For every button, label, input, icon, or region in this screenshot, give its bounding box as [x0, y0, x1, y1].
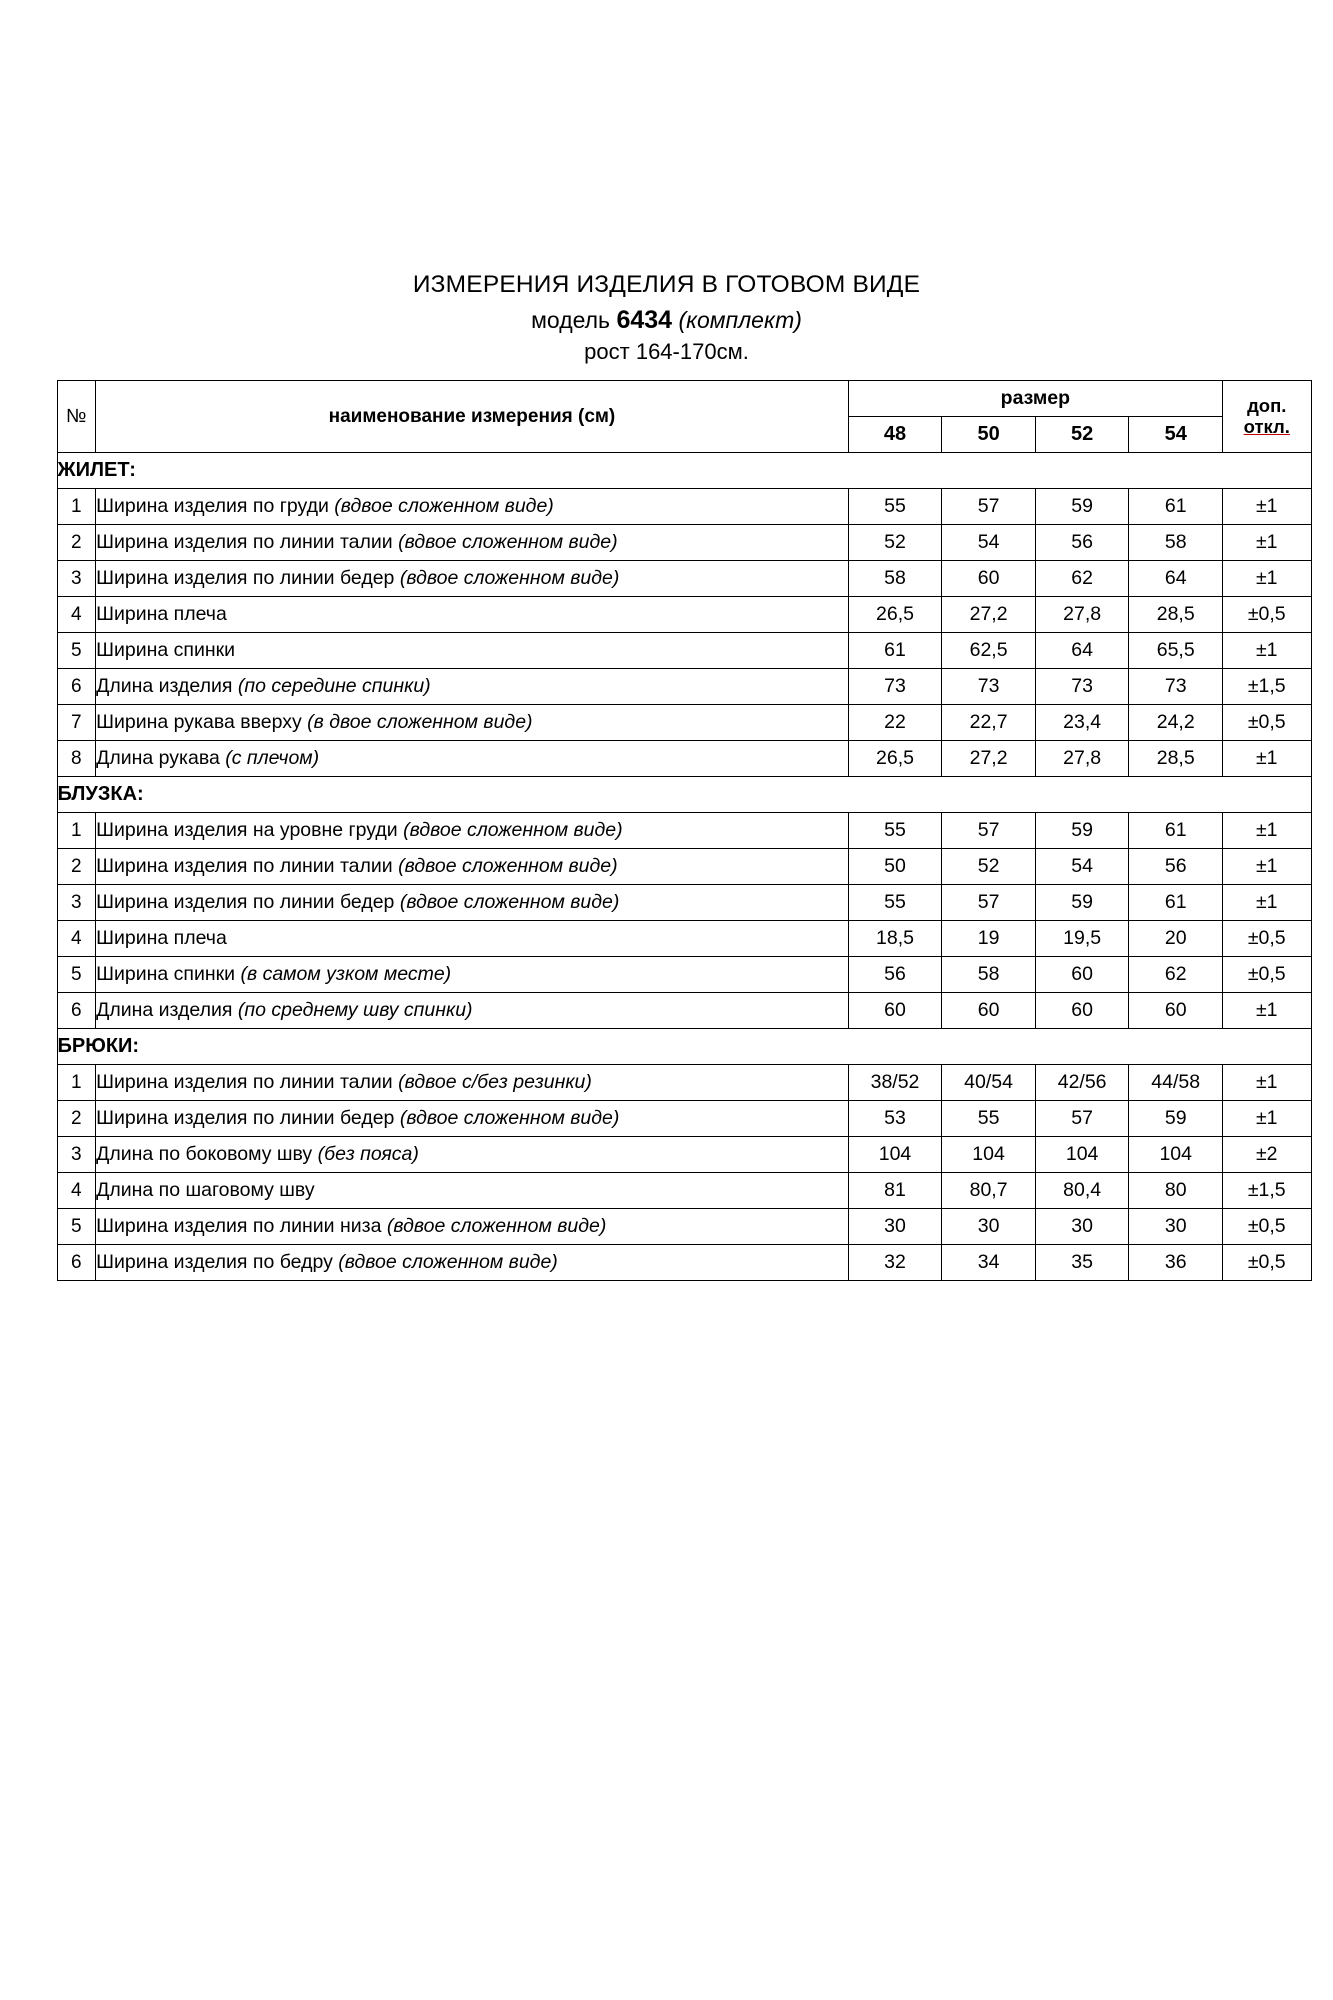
value-size-52: 19,5: [1035, 921, 1129, 957]
value-size-48: 60: [848, 993, 942, 1029]
measurement-name: [96, 1137, 849, 1173]
deviation-text: ±1,5: [1247, 675, 1286, 698]
value-size-50: 27,2: [942, 741, 1036, 777]
measurement-name: [96, 849, 849, 885]
deviation-text: ±1: [1255, 855, 1278, 878]
value-size-50: 57: [942, 885, 1036, 921]
measurement-name-main: Ширина изделия по линии бедер: [96, 567, 400, 590]
section-header-row: [57, 1029, 1311, 1065]
measurement-name: [96, 957, 849, 993]
value-size-52: 56: [1035, 525, 1129, 561]
value-size-48: 55: [848, 885, 942, 921]
measurement-name-note: (вдвое сложенном виде): [386, 1215, 607, 1238]
measurement-name: [96, 1209, 849, 1245]
row-number: 3: [57, 885, 96, 921]
measurement-name-note: (по среднему шву спинки): [237, 999, 473, 1022]
deviation-text: ±0,5: [1247, 963, 1286, 986]
section-header-row: [57, 453, 1311, 489]
measurement-name: [96, 525, 849, 561]
value-size-50: 104: [942, 1137, 1036, 1173]
value-size-48: 55: [848, 813, 942, 849]
value-size-50: 60: [942, 993, 1036, 1029]
row-number: 6: [57, 993, 96, 1029]
value-size-54: 61: [1129, 813, 1223, 849]
measurement-name: [96, 489, 849, 525]
row-number: 8: [57, 741, 96, 777]
deviation-value: [1223, 1101, 1312, 1137]
header-number: №: [57, 381, 96, 453]
value-size-50: 40/54: [942, 1065, 1036, 1101]
value-size-48: 52: [848, 525, 942, 561]
table-row: [57, 597, 1311, 633]
table-row: [57, 633, 1311, 669]
row-number: 1: [57, 489, 96, 525]
row-number: 4: [57, 1173, 96, 1209]
table-row: [57, 669, 1311, 705]
deviation-text: ±1: [1255, 891, 1278, 914]
header-deviation: [1223, 381, 1312, 453]
value-size-54: 28,5: [1129, 597, 1223, 633]
deviation-text: ±1: [1255, 531, 1278, 554]
height-range: рост 164-170см.: [584, 339, 749, 365]
value-size-54: 28,5: [1129, 741, 1223, 777]
measurement-name-main: Ширина изделия на уровне груди: [96, 819, 404, 842]
header-deviation-line2: откл.: [1243, 415, 1290, 437]
deviation-value: [1223, 885, 1312, 921]
measurements-table-wrapper: [27, 380, 1307, 1281]
value-size-48: 73: [848, 669, 942, 705]
measurement-name: [96, 669, 849, 705]
deviation-value: [1223, 561, 1312, 597]
measurement-name-note: (вдвое сложенном виде): [399, 567, 620, 590]
value-size-50: 55: [942, 1101, 1036, 1137]
measurement-name-main: Ширина изделия по линии низа: [96, 1215, 387, 1238]
deviation-text: ±1,5: [1247, 1179, 1286, 1202]
measurement-name: [96, 597, 849, 633]
page-title: ИЗМЕРЕНИЯ ИЗДЕЛИЯ В ГОТОВОМ ВИДЕ: [412, 271, 921, 298]
header-size-54: 54: [1129, 417, 1223, 453]
deviation-text: ±0,5: [1247, 603, 1286, 626]
value-size-52: 62: [1035, 561, 1129, 597]
value-size-52: 27,8: [1035, 597, 1129, 633]
row-number: 5: [57, 1209, 96, 1245]
deviation-value: [1223, 489, 1312, 525]
table-head: [57, 381, 1311, 453]
row-number: 3: [57, 561, 96, 597]
model-number: 6434: [616, 305, 673, 334]
measurement-name-main: Ширина изделия по линии талии: [96, 1071, 399, 1094]
measurement-name-main: Ширина спинки: [96, 963, 241, 986]
value-size-52: 35: [1035, 1245, 1129, 1281]
value-size-54: 44/58: [1129, 1065, 1223, 1101]
table-row: [57, 705, 1311, 741]
section-title: БЛУЗКА:: [57, 777, 1311, 813]
header-size-48: 48: [848, 417, 942, 453]
value-size-54: 24,2: [1129, 705, 1223, 741]
measurements-table: [57, 380, 1312, 1281]
table-row: [57, 1137, 1311, 1173]
value-size-50: 57: [942, 813, 1036, 849]
value-size-52: 30: [1035, 1209, 1129, 1245]
value-size-54: 61: [1129, 885, 1223, 921]
measurement-name-note: (без пояса): [317, 1143, 419, 1166]
value-size-54: 104: [1129, 1137, 1223, 1173]
document-header: [0, 270, 1333, 366]
table-row: [57, 1101, 1311, 1137]
deviation-text: ±0,5: [1247, 711, 1286, 734]
value-size-48: 53: [848, 1101, 942, 1137]
value-size-54: 61: [1129, 489, 1223, 525]
value-size-50: 52: [942, 849, 1036, 885]
deviation-value: [1223, 813, 1312, 849]
value-size-52: 104: [1035, 1137, 1129, 1173]
value-size-54: 80: [1129, 1173, 1223, 1209]
table-row: [57, 561, 1311, 597]
value-size-54: 59: [1129, 1101, 1223, 1137]
measurement-name-main: Ширина изделия по линии бедер: [96, 1107, 400, 1130]
model-kind: (комплект): [678, 306, 802, 333]
deviation-text: ±1: [1255, 1071, 1278, 1094]
table-row: [57, 1209, 1311, 1245]
deviation-value: [1223, 1245, 1312, 1281]
measurement-name-note: (вдвое с/без резинки): [398, 1071, 592, 1094]
measurement-name: [96, 813, 849, 849]
table-row: [57, 741, 1311, 777]
row-number: 1: [57, 813, 96, 849]
table-row: [57, 489, 1311, 525]
value-size-48: 50: [848, 849, 942, 885]
deviation-value: [1223, 597, 1312, 633]
measurement-name: [96, 993, 849, 1029]
measurement-name-note: (в двое сложенном виде): [307, 711, 533, 734]
measurement-name-main: Длина по шаговому шву: [96, 1179, 315, 1202]
measurement-name: [96, 561, 849, 597]
measurement-name-main: Ширина изделия по линии талии: [96, 531, 399, 554]
value-size-48: 22: [848, 705, 942, 741]
value-size-54: 58: [1129, 525, 1223, 561]
value-size-50: 27,2: [942, 597, 1036, 633]
measurement-name-note: (вдвое сложенном виде): [398, 531, 618, 554]
value-size-48: 38/52: [848, 1065, 942, 1101]
deviation-value: [1223, 849, 1312, 885]
value-size-54: 20: [1129, 921, 1223, 957]
value-size-50: 60: [942, 561, 1036, 597]
value-size-52: 59: [1035, 885, 1129, 921]
deviation-value: [1223, 921, 1312, 957]
value-size-52: 23,4: [1035, 705, 1129, 741]
measurement-name: [96, 1245, 849, 1281]
measurement-name-main: Длина изделия: [96, 999, 238, 1022]
row-number: 3: [57, 1137, 96, 1173]
value-size-52: 57: [1035, 1101, 1129, 1137]
measurement-name-note: (в самом узком месте): [240, 963, 452, 986]
measurement-name-main: Ширина рукава вверху: [96, 711, 308, 734]
measurement-name: [96, 741, 849, 777]
value-size-52: 73: [1035, 669, 1129, 705]
measurement-name-main: Длина рукава: [96, 747, 226, 770]
header-size-52: 52: [1035, 417, 1129, 453]
value-size-54: 64: [1129, 561, 1223, 597]
measurement-name-note: (по середине спинки): [237, 675, 431, 698]
row-number: 7: [57, 705, 96, 741]
measurement-name-main: Ширина изделия по бедру: [96, 1251, 339, 1274]
table-header-row-1: [57, 381, 1311, 417]
value-size-48: 58: [848, 561, 942, 597]
deviation-value: [1223, 633, 1312, 669]
deviation-value: [1223, 1209, 1312, 1245]
measurement-name-main: Ширина плеча: [96, 927, 227, 950]
row-number: 2: [57, 849, 96, 885]
deviation-value: [1223, 669, 1312, 705]
measurement-name-main: Ширина изделия по линии талии: [96, 855, 399, 878]
table-row: [57, 957, 1311, 993]
value-size-50: 54: [942, 525, 1036, 561]
value-size-54: 56: [1129, 849, 1223, 885]
measurement-name-note: (вдвое сложенном виде): [399, 1107, 620, 1130]
measurement-name-note: (вдвое сложенном виде): [334, 495, 554, 518]
deviation-value: [1223, 705, 1312, 741]
value-size-54: 65,5: [1129, 633, 1223, 669]
deviation-text: ±0,5: [1247, 1251, 1286, 1274]
deviation-text: ±1: [1255, 495, 1278, 518]
value-size-48: 55: [848, 489, 942, 525]
table-body: [57, 453, 1311, 1281]
table-row: [57, 1245, 1311, 1281]
table-row: [57, 993, 1311, 1029]
measurement-name-main: Длина изделия: [96, 675, 238, 698]
deviation-text: ±2: [1255, 1143, 1278, 1166]
value-size-48: 18,5: [848, 921, 942, 957]
row-number: 5: [57, 633, 96, 669]
measurement-name-main: Ширина плеча: [96, 603, 227, 626]
header-size-50: 50: [942, 417, 1036, 453]
measurement-name: [96, 1065, 849, 1101]
deviation-value: [1223, 957, 1312, 993]
value-size-54: 62: [1129, 957, 1223, 993]
row-number: 6: [57, 669, 96, 705]
row-number: 2: [57, 1101, 96, 1137]
measurement-name-note: (вдвое сложенном виде): [398, 855, 618, 878]
value-size-50: 73: [942, 669, 1036, 705]
value-size-52: 64: [1035, 633, 1129, 669]
deviation-text: ±1: [1255, 639, 1278, 662]
measurement-name: [96, 885, 849, 921]
table-row: [57, 1065, 1311, 1101]
value-size-48: 32: [848, 1245, 942, 1281]
row-number: 2: [57, 525, 96, 561]
measurement-name-main: Ширина спинки: [96, 639, 236, 662]
header-measurement-name: наименование измерения (см): [96, 381, 849, 453]
model-prefix: модель: [531, 306, 611, 333]
row-number: 5: [57, 957, 96, 993]
deviation-text: ±1: [1255, 747, 1278, 770]
table-row: [57, 1173, 1311, 1209]
deviation-value: [1223, 525, 1312, 561]
table-row: [57, 885, 1311, 921]
value-size-50: 57: [942, 489, 1036, 525]
value-size-54: 36: [1129, 1245, 1223, 1281]
value-size-52: 42/56: [1035, 1065, 1129, 1101]
row-number: 4: [57, 921, 96, 957]
measurement-name: [96, 921, 849, 957]
value-size-48: 104: [848, 1137, 942, 1173]
model-line: [0, 305, 1333, 336]
row-number: 6: [57, 1245, 96, 1281]
deviation-value: [1223, 1137, 1312, 1173]
value-size-52: 80,4: [1035, 1173, 1129, 1209]
value-size-48: 30: [848, 1209, 942, 1245]
deviation-text: ±0,5: [1247, 1215, 1286, 1238]
value-size-52: 60: [1035, 957, 1129, 993]
section-header-row: [57, 777, 1311, 813]
measurement-name-note: (вдвое сложенном виде): [338, 1251, 558, 1274]
measurement-name-note: (вдвое сложенном виде): [403, 819, 623, 842]
value-size-48: 26,5: [848, 741, 942, 777]
value-size-54: 30: [1129, 1209, 1223, 1245]
value-size-52: 59: [1035, 813, 1129, 849]
deviation-text: ±0,5: [1247, 927, 1286, 950]
measurement-name-main: Ширина изделия по линии бедер: [96, 891, 400, 914]
value-size-48: 56: [848, 957, 942, 993]
value-size-54: 73: [1129, 669, 1223, 705]
value-size-50: 22,7: [942, 705, 1036, 741]
value-size-50: 80,7: [942, 1173, 1036, 1209]
table-row: [57, 921, 1311, 957]
deviation-value: [1223, 993, 1312, 1029]
measurement-name-main: Ширина изделия по груди: [96, 495, 335, 518]
value-size-50: 62,5: [942, 633, 1036, 669]
header-deviation-line1: доп.: [1247, 394, 1287, 416]
measurement-name: [96, 633, 849, 669]
value-size-48: 61: [848, 633, 942, 669]
value-size-52: 59: [1035, 489, 1129, 525]
section-title: ЖИЛЕТ:: [57, 453, 1311, 489]
measurement-name-note: (с плечом): [225, 747, 320, 770]
value-size-52: 60: [1035, 993, 1129, 1029]
deviation-value: [1223, 1065, 1312, 1101]
deviation-text: ±1: [1255, 567, 1278, 590]
measurement-name-note: (вдвое сложенном виде): [399, 891, 620, 914]
row-number: 1: [57, 1065, 96, 1101]
measurement-name: [96, 1173, 849, 1209]
table-row: [57, 525, 1311, 561]
value-size-50: 58: [942, 957, 1036, 993]
deviation-text: ±1: [1255, 1107, 1278, 1130]
value-size-50: 30: [942, 1209, 1036, 1245]
value-size-50: 19: [942, 921, 1036, 957]
section-title: БРЮКИ:: [57, 1029, 1311, 1065]
deviation-value: [1223, 1173, 1312, 1209]
row-number: 4: [57, 597, 96, 633]
value-size-48: 81: [848, 1173, 942, 1209]
table-row: [57, 813, 1311, 849]
deviation-value: [1223, 741, 1312, 777]
deviation-text: ±1: [1255, 999, 1278, 1022]
measurement-name-main: Длина по боковому шву: [96, 1143, 318, 1166]
deviation-text: ±1: [1255, 819, 1278, 842]
measurement-name: [96, 1101, 849, 1137]
value-size-52: 54: [1035, 849, 1129, 885]
value-size-48: 26,5: [848, 597, 942, 633]
value-size-52: 27,8: [1035, 741, 1129, 777]
value-size-50: 34: [942, 1245, 1036, 1281]
value-size-54: 60: [1129, 993, 1223, 1029]
measurement-name: [96, 705, 849, 741]
table-row: [57, 849, 1311, 885]
header-size-group: размер: [848, 381, 1222, 417]
